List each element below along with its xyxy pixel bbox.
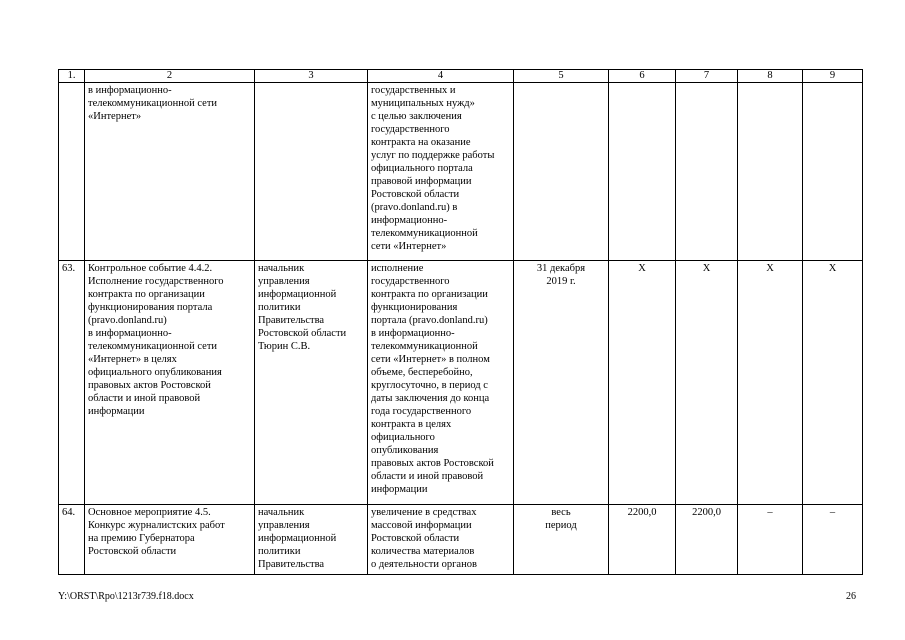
footer-file-path: Y:\ORST\Rpo\1213r739.f18.docx — [58, 591, 194, 602]
header-cell: 3 — [255, 70, 368, 83]
value-cell: – — [803, 505, 863, 575]
value-cell: – — [738, 505, 803, 575]
plan-table — [58, 69, 863, 575]
event-name-cell: Контрольное событие 4.4.2. Исполнение государственного контракта по организации функционирования портала (pravo.donland.ru) в информационно- телекоммуникационной сети «Интернет» в целях официального опубликования правовых актов Ростовской области и иной правовой информации — [85, 261, 255, 505]
value-cell: Х — [738, 261, 803, 505]
table-header-row — [59, 70, 863, 83]
header-cell: 5 — [514, 70, 609, 83]
header-cell: 6 — [609, 70, 676, 83]
value-cell: Х — [609, 261, 676, 505]
value-cell: 2200,0 — [676, 505, 738, 575]
header-cell: 8 — [738, 70, 803, 83]
responsible-cell: начальник управления информационной политики Правительства Ростовской области Тюрин С.В. — [255, 261, 368, 505]
event-name-cell: в информационно- телекоммуникационной сети «Интернет» — [85, 83, 255, 261]
responsible-cell: начальник управления информационной политики Правительства — [255, 505, 368, 575]
expected-result-cell: государственных и муниципальных нужд» с целью заключения государственного контракта на оказание услуг по поддержке работы официального портала правовой информации Ростовской области (pravo.donland.ru) в информационно- телекоммуникационной сети «Интернет» — [368, 83, 514, 261]
value-cell — [803, 83, 863, 261]
header-cell: 1. — [59, 70, 85, 83]
deadline-cell: весь период — [514, 505, 609, 575]
row-number-cell — [59, 83, 85, 261]
header-cell: 7 — [676, 70, 738, 83]
deadline-cell — [514, 83, 609, 261]
table-row — [59, 505, 863, 575]
header-cell: 2 — [85, 70, 255, 83]
value-cell: 2200,0 — [609, 505, 676, 575]
value-cell: Х — [803, 261, 863, 505]
expected-result-cell: увеличение в средствах массовой информации Ростовской области количества материалов о деятельности органов — [368, 505, 514, 575]
expected-result-cell: исполнение государственного контракта по организации функционирования портала (pravo.donland.ru) в информационно- телекоммуникационной сети «Интернет» в полном объеме, бесперебойно, круглосуточно, в период с даты заключения до конца года государственного контракта в целях официального опубликования правовых актов Ростовской области и иной правовой информации — [368, 261, 514, 505]
table-row — [59, 83, 863, 261]
row-number-cell: 63. — [59, 261, 85, 505]
row-number-cell: 64. — [59, 505, 85, 575]
header-cell: 9 — [803, 70, 863, 83]
header-cell: 4 — [368, 70, 514, 83]
value-cell — [676, 83, 738, 261]
table-row — [59, 261, 863, 505]
footer-page-number: 26 — [846, 591, 856, 602]
event-name-cell: Основное мероприятие 4.5. Конкурс журналистских работ на премию Губернатора Ростовской области — [85, 505, 255, 575]
value-cell — [609, 83, 676, 261]
deadline-cell: 31 декабря 2019 г. — [514, 261, 609, 505]
value-cell: Х — [676, 261, 738, 505]
value-cell — [738, 83, 803, 261]
responsible-cell — [255, 83, 368, 261]
